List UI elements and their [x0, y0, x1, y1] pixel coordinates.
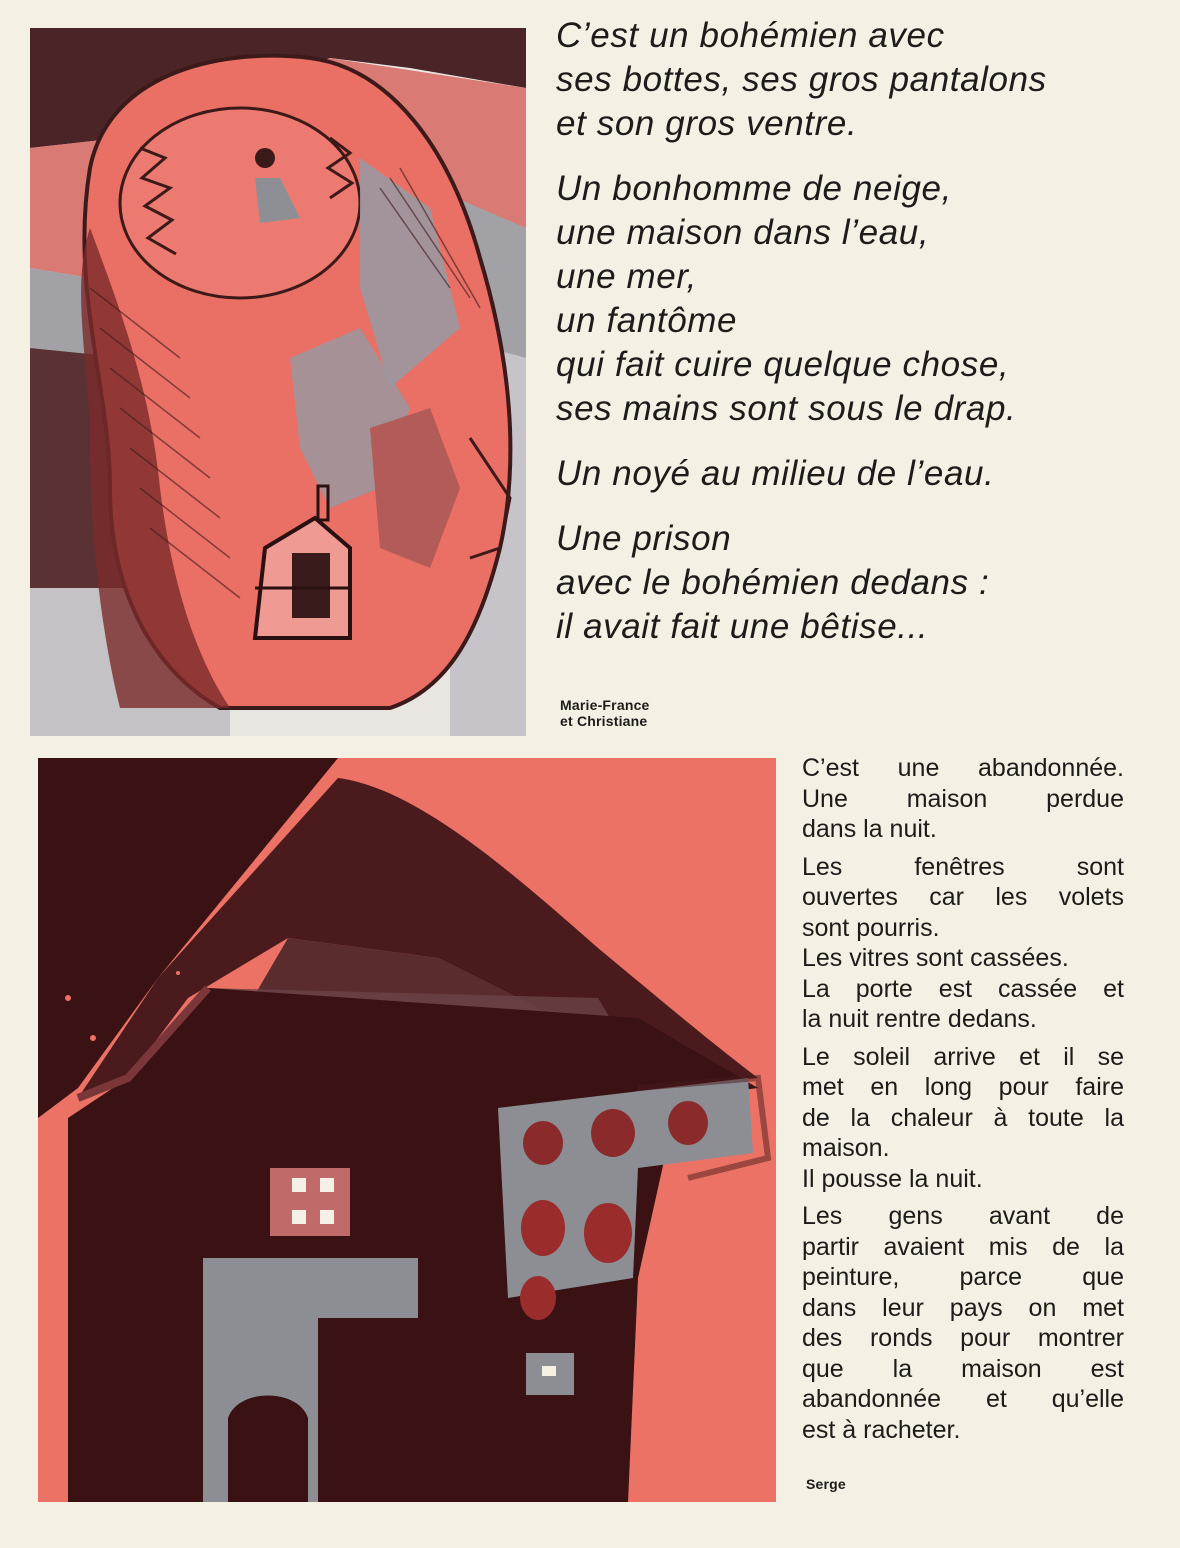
prose-line: est à racheter.: [802, 1415, 961, 1444]
prose-paragraph: [802, 1201, 1124, 1445]
poem-line: C’est un bohémien avec: [556, 16, 945, 55]
prose-line: dans leur pays on met: [802, 1293, 1124, 1322]
poem-line: avec le bohémien dedans :: [556, 563, 990, 602]
poem-line: ses bottes, ses gros pantalons: [556, 60, 1047, 99]
poem-line: Un bonhomme de neige,: [556, 169, 952, 208]
prose-line: la nuit rentre dedans.: [802, 1005, 1037, 1033]
prose-line: La porte est cassée et: [802, 974, 1124, 1003]
prose-line: met en long pour faire: [802, 1073, 1124, 1101]
prose-line: C’est une abandonnée.: [802, 754, 1124, 782]
prose-line: Les gens avant de: [802, 1202, 1124, 1230]
prose-line: sont pourris.: [802, 913, 940, 942]
prose-line: abandonnée et qu’elle: [802, 1385, 1124, 1413]
painting-abandoned-house: [38, 758, 776, 1502]
painting-abandoned-house-image: [38, 758, 776, 1502]
prose-line: Il pousse la nuit.: [802, 1164, 983, 1193]
painting-bohemian: [30, 28, 526, 736]
poem-line: Une prison: [556, 519, 732, 558]
prose-line: Les fenêtres sont: [802, 852, 1124, 881]
poem-stanza: [556, 167, 1156, 431]
prose-line: Les vitres sont cassées.: [802, 944, 1069, 972]
painting-bohemian-image: [30, 28, 526, 736]
prose-line: partir avaient mis de la: [802, 1232, 1124, 1261]
poem: [556, 14, 1156, 670]
prose-line: de la chaleur à toute la: [802, 1103, 1124, 1132]
prose-line: maison.: [802, 1134, 890, 1162]
prose-paragraph: [802, 1042, 1124, 1195]
prose-line: que la maison est: [802, 1354, 1124, 1383]
prose: [802, 753, 1124, 1452]
poem-stanza: [556, 517, 1156, 649]
prose-paragraph: [802, 753, 1124, 845]
prose-line: Une maison perdue: [802, 784, 1124, 813]
poem-stanza: [556, 452, 1156, 496]
poem-credit: [560, 697, 650, 729]
prose-line: dans la nuit.: [802, 815, 937, 843]
prose-paragraph: [802, 852, 1124, 1035]
poem-stanza: [556, 14, 1156, 146]
poem-line: une mer,: [556, 257, 697, 296]
poem-line: et son gros ventre.: [556, 104, 858, 143]
prose-credit: Serge: [806, 1476, 846, 1492]
prose-line: Le soleil arrive et il se: [802, 1042, 1124, 1071]
poem-credit-line: et Christiane: [560, 713, 648, 729]
poem-line: ses mains sont sous le drap.: [556, 389, 1017, 428]
poem-credit-line: Marie-France: [560, 697, 650, 713]
poem-line: qui fait cuire quelque chose,: [556, 345, 1010, 384]
poem-line: Un noyé au milieu de l’eau.: [556, 454, 995, 493]
prose-line: peinture, parce que: [802, 1263, 1124, 1291]
prose-line: ouvertes car les volets: [802, 883, 1124, 911]
prose-line: des ronds pour montrer: [802, 1324, 1124, 1352]
poem-line: une maison dans l’eau,: [556, 213, 930, 252]
poem-line: il avait fait une bêtise...: [556, 607, 929, 646]
poem-line: un fantôme: [556, 301, 738, 340]
